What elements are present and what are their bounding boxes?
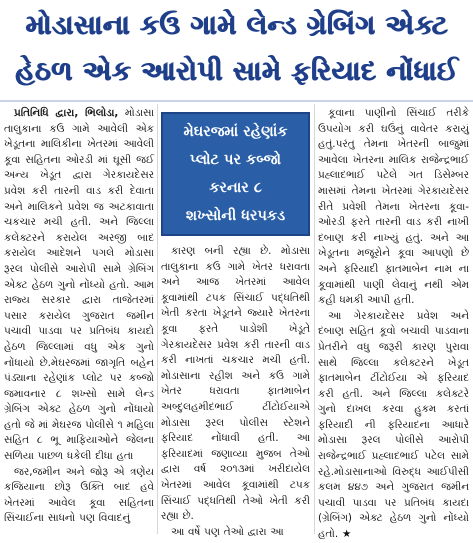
related-news-line-3: કરનાર ૮ [209,180,262,196]
related-news-box [161,112,310,236]
end-star-icon: ★ [342,528,352,541]
article-text: મોડાસા તાલુકાના કઉ ગામે આવેલી એક ખેડૂતના માલિકીના ખેતરમાં આવેલી કૂવા સહિતના ઓરડી માં ઘૂસી જઈ અન્ય ખેડૂત દ્વારા ગેરકાયદેસર પ્રવેશ કરી તારની વાડ કરી દેવાતા અને માલિકને પ્રવેશ જ અટકાવાતા ચકચાર મચી હતી. અને જિલ્લા કલેક્ટરને કરાયેલ અરજી બાદ કરાયેલ આદેશને પગલે મોડાસા રૂરલ પોલીસે આરોપી સામે ગ્રેબિંગ એક્ટ હેઠળ ગુનો નોંધ્યો હતો. આમ રાજ્ય સરકાર દ્વારા તાજેતરમાં પસાર કરાયેલ ગુજરાત જમીન પચાવી પાડવા પર પ્રતિબંધ કાયદો હેઠળ જિલ્લામાં વધુ એક ગુનો નોંધાયો છે.મેઘરજમાં જાગૃતિ બહેન પંડ્યાના રહેણાંક પ્લોટ પર કબ્જો જમાવનાર ૮ શખ્સો સામે લેન્ડ ગ્રેબિંગ એક્ટ હેઠળ ગુનો નોંધાયો હતો જે માં મેઘરજ પોલીસે ૧ મહિલા સહિત ૮ ભૂ માફિયાઓને જેલના સળિયા પાછળ ધકેલી દીધા હતા [4,107,154,463]
article-column-middle [161,244,310,538]
article-text: આ ગેરકાયદેસર પ્રવેશ અને દબાણ સહિત કૂવો બચાવી પાડવાના પ્રેતરીને વધુ જરૂરી કારણ પુરાવા સાથે જિલ્લા કલેક્ટરને ખેડૂત ફાતમાબેન ટીંટોઈયા એ ફરિયાદ કરી હતી. અને જિલ્લા કલેક્ટરે ગુનો દાખલ કરવા હુકમ કરતાં ફરિયાદી ની ફરિયાદના આધારે મોડાસા રૂરલ પોલીસે આરોપી રાજેન્દ્રભાઈ પ્રહ્લાદભાઈ પટેલ સામે રહે.મોડાસાનાઓ વિરુદ્ધ આઈપીસી કલમ ૪૪૭ અને ગુજરાત જમીન પચાવી પાડવા પર પ્રતિબંધ કાયદા (ગ્રેબિંગ) એક્ટ હેઠળ ગુનો નોંધ્યો હતો. [318,309,469,541]
column-divider [157,104,158,534]
byline: પ્રતિનિધિ દ્વારા, ભિલોડા, [14,107,119,119]
article-paragraph: જર,જમીન અને જોરૂ એ ત્રણેય કજિયાના છોરૂ ઉક્તિ બાદ હવે ખેતરમાં આવેલ કૂવા સહિતના સિંચાઈના સાધનો પણ વિવાદનું [4,465,154,525]
headline-line-2: હેઠળ એક આરોપી સામે ફરિયાદ નોંધાઈ [14,56,459,87]
article-paragraph: કૂવાના પાણીનો સિંચાઈ તરીકે ઉપયોગ કરી ઘઉંનું વાવેતર કરાયું હતું.પરંતુ તેમના ખેતરની બાજુમાં આવેલા ખેતરના માલિક રાજેન્દ્રભાઈ પ્રહ્લાદભાઈ પટેલે ગત ડિસેમ્બર માસમાં તેમના ખેતરમાં ગેરકાયદેસર રીતે પ્રવેશી તેમના ખેતરના કૂવા-ઓરડી ફરતે તારની વાડ કરી નાખી દબાણ કરી નાખ્યું હતું. અને આ ખેડૂતના મજૂરોને કૂવા આપણો છે અને ફરિયાદી ફાતમાબેન નામ ના કૂવામાંથી પાણી લેવાનું નથી એમ કહી ધમકી આપી હતી. [318,107,469,307]
article-column-right [318,106,469,541]
related-news-line-1: મેઘરજમાં રહેણાંક [183,124,288,140]
headline-line-1: મોડાસાના કઉ ગામે લેન્ડ ગ્રેબિંગ એક્ટ [25,10,448,41]
article-paragraph: આ વર્ષે પણ તેઓ દ્વારા આ [171,525,284,538]
article-paragraph [318,309,469,543]
headline-rule [0,100,473,102]
related-news-line-2: પ્લોટ પર કબ્જો [189,152,282,168]
related-news-line-4: શખ્સોની ધરપકડ [185,208,286,224]
column-divider [314,104,315,534]
article-column-left [4,106,154,534]
article-paragraph [4,106,154,465]
headline-block [0,0,473,100]
article-paragraph: કારણ બની રહ્યા છે. મોડાસા તાલુકાના કઉ ગામે ખેતર ધરાવતા અને આજ ખેતરમાં આવેલ કૂવામાંથી ટપક સિંચાઈ પદ્ધતિથી ખેતી કરતા ખેડૂતને જ્યારે ખેતરના કૂવા ફરતે પાડોશી ખેડૂતે ગેરકાયદેસર પ્રવેશ કરી તારની વાડ કરી નાખતાં ચકચાર મચી હતી. મોડાસાના રહીશ અને કઉ ગામે ખેતર ધરાવતા ફાતમાબેન અબ્દુલહમીદભાઈ ટીંટોઈયાએ મોડાસા રૂરલ પોલીસ સ્ટેશને ફરિયાદ નોંધાવી હતી. આ ફરિયાદમાં જણાવ્યા મુજબ તેઓ દ્વારા વર્ષ ૨૦૧૩માં ખરીદાયેલ ખેતરમાં આવેલ કૂવામાંથી ટપક સિંચાઈ પદ્ધતિથી તેઓ ખેતી કરી રહ્યા છે. [161,245,310,523]
